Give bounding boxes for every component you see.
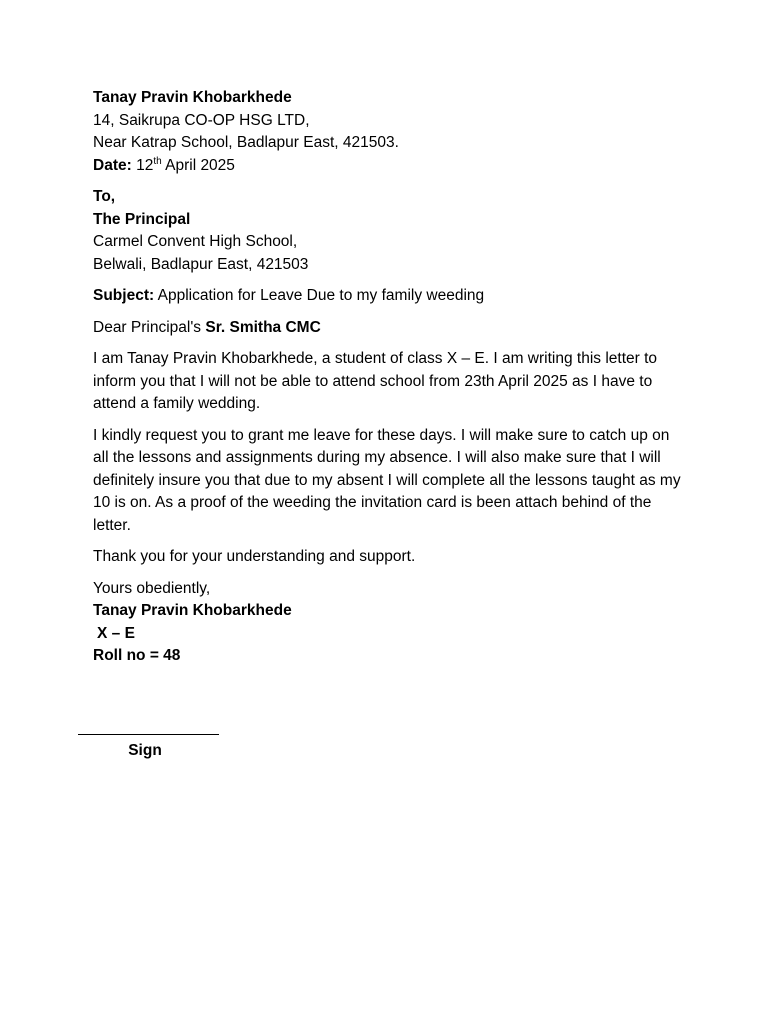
salutation — [93, 317, 683, 340]
date-month-year: April 2025 — [165, 156, 235, 174]
date-label: Date: — [93, 156, 132, 174]
subject-label: Subject: — [93, 287, 155, 304]
closing-name: Tanay Pravin Khobarkhede — [93, 602, 292, 619]
body-paragraph-3: Thank you for your understanding and support. — [93, 548, 416, 565]
sender-address-line-2: Near Katrap School, Badlapur East, 421503. — [93, 134, 399, 151]
sender-name: Tanay Pravin Khobarkhede — [93, 89, 292, 106]
recipient-to: To, — [93, 188, 116, 205]
body-paragraph-1: I am Tanay Pravin Khobarkhede, a student of class X – E. I am writing this letter to inform you that I will not be able to attend school from 23th April 2025 as I have to attend a family wedding. — [93, 350, 658, 412]
sender-address-line-1: 14, Saikrupa CO-OP HSG LTD, — [93, 111, 310, 129]
closing-roll-number: Roll no = 48 — [93, 647, 181, 664]
letter-content — [93, 87, 683, 668]
signature-line — [78, 734, 219, 735]
recipient-school: Carmel Convent High School, — [93, 233, 298, 250]
signature-label: Sign — [128, 742, 162, 759]
date-day: 12 — [136, 156, 154, 174]
closing-block — [93, 578, 683, 668]
recipient-title: The Principal — [93, 210, 191, 228]
sender-block — [93, 87, 683, 177]
valediction: Yours obediently, — [93, 579, 211, 597]
body-paragraph-2: I kindly request you to grant me leave for these days. I will make sure to catch up on all the lessons and assignments during my absence. I will also make sure that I will definitely insure you that due to my absent I will complete all the lessons taught as my 10 is on. As a proof of the weeding the invitation card is been attach behind of the letter. — [93, 426, 681, 534]
subject-line — [93, 285, 683, 308]
salutation-prefix: Dear Principal's — [93, 318, 202, 336]
date-suffix: th — [153, 155, 162, 167]
subject-text: Application for Leave Due to my family weeding — [157, 287, 485, 304]
letter-date — [93, 155, 683, 178]
salutation-name: Sr. Smitha CMC — [205, 318, 321, 336]
closing-class: X – E — [97, 624, 135, 642]
recipient-block — [93, 186, 683, 276]
recipient-address: Belwali, Badlapur East, 421503 — [93, 255, 309, 273]
